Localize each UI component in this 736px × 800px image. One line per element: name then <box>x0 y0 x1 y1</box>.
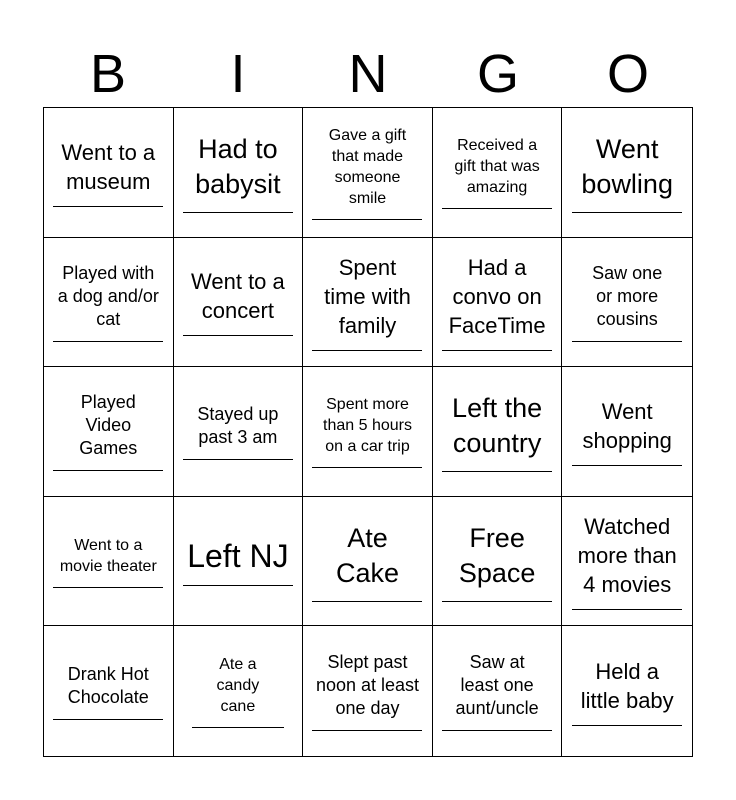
cell-text: Held a little baby <box>580 658 674 713</box>
bingo-grid <box>43 107 693 757</box>
bingo-cell[interactable] <box>562 626 692 756</box>
bingo-cell[interactable] <box>174 626 304 756</box>
bingo-cell[interactable] <box>303 238 433 368</box>
signature-line <box>312 730 422 731</box>
cell-text: Ate a candy cane <box>216 656 260 716</box>
bingo-cell[interactable] <box>433 497 563 627</box>
cell-text: Gave a gift that made someone smile <box>328 126 407 207</box>
header-letter-o: O <box>606 44 649 104</box>
signature-line <box>442 350 552 351</box>
cell-text: Saw at least one aunt/uncle <box>455 652 539 719</box>
signature-line <box>183 212 293 213</box>
signature-line <box>183 459 293 460</box>
bingo-cell[interactable] <box>44 108 174 238</box>
signature-line <box>312 219 422 220</box>
cell-text: Left the country <box>452 392 543 458</box>
signature-line <box>572 465 682 466</box>
signature-line <box>442 471 552 472</box>
cell-text: Free Space <box>458 522 536 588</box>
cell-text: Saw one or more cousins <box>592 262 663 329</box>
signature-line <box>53 587 163 588</box>
signature-line <box>53 470 163 471</box>
header-letter-i: I <box>230 44 246 104</box>
signature-line <box>572 212 682 213</box>
bingo-cell[interactable] <box>433 367 563 497</box>
cell-text: Went to a concert <box>191 269 285 324</box>
cell-text: Ate Cake <box>335 522 399 588</box>
bingo-cell[interactable] <box>44 497 174 627</box>
cell-text: Went bowling <box>581 133 673 199</box>
cell-text: Drank Hot Chocolate <box>67 663 149 707</box>
header-letter-g: G <box>476 44 519 104</box>
header-letter-n: N <box>348 44 388 104</box>
cell-text: Slept past noon at least one day <box>315 652 420 719</box>
cell-text: Played Video Games <box>79 392 138 459</box>
header-letter-b: B <box>89 44 127 104</box>
signature-line <box>442 601 552 602</box>
bingo-cell[interactable] <box>44 626 174 756</box>
signature-line <box>572 609 682 610</box>
bingo-cell[interactable] <box>174 367 304 497</box>
bingo-cell[interactable] <box>562 108 692 238</box>
bingo-cell[interactable] <box>174 108 304 238</box>
bingo-cell[interactable] <box>433 626 563 756</box>
cell-text: Received a gift that was amazing <box>454 137 540 197</box>
cell-text: Spent more than 5 hours on a car trip <box>323 396 412 456</box>
cell-text: Spent time with family <box>324 254 411 338</box>
bingo-cell[interactable] <box>303 367 433 497</box>
cell-text: Had to babysit <box>195 133 281 199</box>
cell-text: Left NJ <box>187 537 289 574</box>
bingo-cell[interactable] <box>44 367 174 497</box>
bingo-cell[interactable] <box>433 238 563 368</box>
signature-line <box>572 341 682 342</box>
bingo-cell[interactable] <box>174 238 304 368</box>
signature-line <box>183 585 293 586</box>
signature-line <box>53 719 163 720</box>
cell-text: Went to a movie theater <box>59 536 157 575</box>
signature-line <box>192 727 284 728</box>
signature-line <box>442 208 552 209</box>
cell-text: Stayed up past 3 am <box>197 403 279 447</box>
bingo-cell[interactable] <box>562 367 692 497</box>
signature-line <box>53 341 163 342</box>
signature-line <box>312 601 422 602</box>
signature-line <box>53 206 163 207</box>
cell-text: Played with a dog and/or cat <box>57 262 159 329</box>
bingo-cell[interactable] <box>562 497 692 627</box>
signature-line <box>312 350 422 351</box>
signature-line <box>312 467 422 468</box>
signature-line <box>183 335 293 336</box>
cell-text: Had a convo on FaceTime <box>448 254 546 338</box>
bingo-cell[interactable] <box>303 497 433 627</box>
cell-text: Went shopping <box>582 398 672 453</box>
signature-line <box>442 730 552 731</box>
bingo-cell[interactable] <box>562 238 692 368</box>
bingo-cell[interactable] <box>174 497 304 627</box>
bingo-cell[interactable] <box>433 108 563 238</box>
bingo-cell[interactable] <box>303 626 433 756</box>
bingo-cell[interactable] <box>44 238 174 368</box>
cell-text: Went to a museum <box>61 139 156 194</box>
signature-line <box>572 725 682 726</box>
bingo-cell[interactable] <box>303 108 433 238</box>
cell-text: Watched more than 4 movies <box>577 514 677 598</box>
bingo-header <box>43 40 693 108</box>
